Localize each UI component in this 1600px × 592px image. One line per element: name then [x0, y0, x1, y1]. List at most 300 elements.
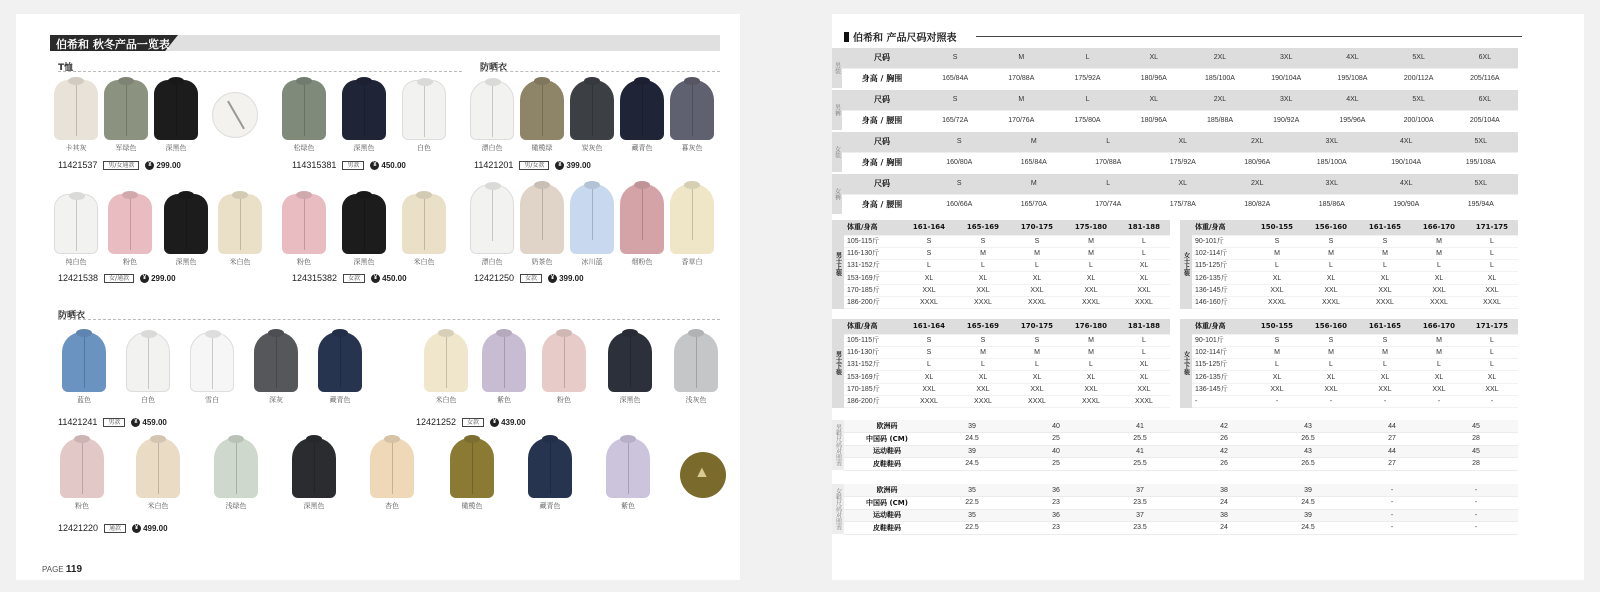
measure-cell: 190/92A [1253, 110, 1319, 130]
measure-cell: 205/116A [1452, 68, 1518, 88]
product-swatch[interactable] [480, 332, 528, 405]
product-swatch[interactable] [290, 438, 338, 511]
size-cell: M [1304, 346, 1358, 358]
measure-cell: 195/94A [1444, 194, 1519, 214]
color-name: 漂白色 [481, 258, 503, 266]
product-swatch[interactable] [60, 332, 108, 405]
header-cell: 171-175 [1466, 220, 1518, 235]
weight-cell: 126-135斤 [1192, 371, 1250, 383]
shoe-size-cell: 22.5 [930, 497, 1014, 510]
size-cell: L [1466, 334, 1518, 346]
size-cell: 4XL [1319, 90, 1385, 110]
size-cell: XL [1010, 272, 1064, 284]
header-cell: 165-169 [956, 220, 1010, 235]
measure-cell: 160/80A [922, 152, 997, 172]
product-swatch[interactable] [568, 184, 616, 267]
size-cell: S [1010, 334, 1064, 346]
shoe-size-cell: 40 [1014, 445, 1098, 458]
size-cell: L [902, 359, 956, 371]
table-side-label: 男裤 [832, 90, 842, 130]
size-cell: XL [1358, 272, 1412, 284]
shoe-size-cell: 25.5 [1098, 458, 1182, 471]
table-side-label: 男鞋尺码对照表 [832, 420, 844, 470]
jacket-image [570, 80, 614, 140]
size-cell: S [902, 346, 956, 358]
jacket-image [342, 80, 386, 140]
color-name: 深灰 [269, 396, 283, 404]
header-cell: 175-180 [1064, 220, 1118, 235]
weight-cell: 146-160斤 [1192, 296, 1250, 308]
size-cell: 2XL [1187, 90, 1253, 110]
jacket-image [318, 332, 362, 392]
size-cell: XXL [902, 383, 956, 395]
jacket-image [254, 332, 298, 392]
product-swatch[interactable] [468, 80, 516, 153]
jacket-image [108, 194, 152, 254]
fit-tag: 女款 [462, 418, 484, 427]
table-side-label: 女装 [832, 132, 842, 172]
measure-row [832, 152, 1518, 172]
shoe-size-cell: 24.5 [930, 433, 1014, 446]
size-cell: M [1412, 334, 1466, 346]
row-label: 尺码 [842, 132, 922, 152]
header-cell: 150-155 [1250, 220, 1304, 235]
weight-cell: 186-200斤 [844, 296, 902, 308]
size-cell: XL [1118, 371, 1170, 383]
product-info [474, 159, 591, 171]
price-value: 499.00 [143, 523, 168, 533]
jacket-image [674, 332, 718, 392]
price-icon: ¥ [371, 274, 380, 283]
color-name: 藏青色 [631, 144, 653, 152]
size-cell: XXXL [1358, 296, 1412, 308]
size-cell: XL [1010, 371, 1064, 383]
color-name: 纯白色 [65, 258, 87, 266]
jacket-image [214, 438, 258, 498]
shoe-row [832, 497, 1518, 510]
product-swatch[interactable] [518, 80, 566, 153]
jacket-image [54, 194, 98, 254]
size-cell: M [1064, 235, 1118, 247]
size-cell: XXL [956, 284, 1010, 296]
shoe-size-cell: 35 [930, 509, 1014, 522]
product-swatch[interactable] [106, 194, 154, 267]
shoe-size-cell: 40 [1014, 420, 1098, 433]
product-swatch[interactable] [568, 80, 616, 153]
shoe-size-cell: 45 [1434, 420, 1518, 433]
size-cell: L [1118, 334, 1170, 346]
jacket-image [482, 332, 526, 392]
weight-cell: - [1192, 395, 1250, 407]
product-swatch[interactable] [162, 194, 210, 267]
size-row [832, 132, 1518, 152]
color-name: 深黑色 [353, 144, 375, 152]
product-swatch[interactable] [340, 80, 388, 153]
shoe-size-cell: 24.5 [930, 458, 1014, 471]
sku: 12421250 [474, 273, 515, 283]
shoe-size-cell: 39 [930, 420, 1014, 433]
shoe-size-cell: 25 [1014, 433, 1098, 446]
product-info [58, 522, 168, 534]
color-name: 深黑色 [165, 144, 187, 152]
size-cell: M [988, 48, 1054, 68]
size-cell: XL [1146, 174, 1221, 194]
matrix-row [832, 346, 1170, 358]
product-swatch[interactable] [400, 194, 448, 267]
product-swatch[interactable] [468, 184, 516, 267]
shoe-size-cell: 26 [1182, 458, 1266, 471]
size-cell: 5XL [1386, 90, 1452, 110]
size-cell: XXXL [902, 296, 956, 308]
size-matrix-table [832, 319, 1170, 408]
size-cell: L [1304, 359, 1358, 371]
size-cell: S [902, 235, 956, 247]
size-cell: 3XL [1295, 132, 1370, 152]
header-cell: 体重/身高 [844, 319, 902, 334]
size-cell: M [1304, 247, 1358, 259]
size-cell: S [922, 48, 988, 68]
matrix-row [832, 272, 1170, 284]
shoe-row-label: 欧洲码 [844, 484, 930, 497]
size-cell: XXXL [1304, 296, 1358, 308]
price [132, 524, 167, 533]
product-swatch[interactable] [134, 438, 182, 511]
matrix-row [832, 334, 1170, 346]
size-cell: L [1118, 235, 1170, 247]
size-cell: XXXL [1250, 296, 1304, 308]
shoe-size-cell: 43 [1266, 445, 1350, 458]
matrix-row [832, 235, 1170, 247]
product-swatch[interactable] [152, 80, 200, 153]
fit-tag: 男款 [103, 418, 125, 427]
shoe-size-cell: 43 [1266, 420, 1350, 433]
size-cell: M [1412, 346, 1466, 358]
shoe-size-cell: - [1350, 522, 1434, 535]
product-swatch[interactable] [316, 332, 364, 405]
weight-cell: 115-125斤 [1192, 260, 1250, 272]
size-cell: XXL [1064, 284, 1118, 296]
jacket-image [542, 332, 586, 392]
size-cell: L [1304, 260, 1358, 272]
price-icon: ¥ [145, 161, 154, 170]
product-swatch[interactable] [668, 184, 716, 267]
price-icon: ¥ [370, 161, 379, 170]
measure-row [832, 194, 1518, 214]
size-cell: L [1010, 359, 1064, 371]
size-cell: - [1412, 395, 1466, 407]
matrix-header-row [1180, 319, 1518, 334]
header-cell: 161-165 [1358, 220, 1412, 235]
shoe-row [832, 445, 1518, 458]
size-cell: S [1358, 334, 1412, 346]
row-label: 身高 / 胸围 [842, 68, 922, 88]
product-swatch[interactable] [606, 332, 654, 405]
shoe-size-cell: 23.5 [1098, 497, 1182, 510]
product-swatch[interactable] [216, 194, 264, 267]
size-cell: M [1412, 247, 1466, 259]
product-swatch[interactable] [672, 332, 720, 405]
sku: 114315381 [292, 160, 337, 170]
header-cell: 171-175 [1466, 319, 1518, 334]
size-cell: XL [1146, 132, 1221, 152]
size-cell: L [1010, 260, 1064, 272]
size-cell: 4XL [1369, 174, 1444, 194]
product-swatch[interactable] [340, 194, 388, 267]
size-cell: M [1064, 334, 1118, 346]
measure-cell: 165/84A [997, 152, 1072, 172]
measure-cell: 200/100A [1386, 110, 1452, 130]
size-cell: XL [1250, 371, 1304, 383]
row-label: 尺码 [842, 48, 922, 68]
size-cell: XL [1412, 371, 1466, 383]
product-swatch[interactable] [604, 438, 652, 511]
shoe-size-cell: 45 [1434, 445, 1518, 458]
size-cell: L [1358, 260, 1412, 272]
price [548, 274, 583, 283]
size-cell: 2XL [1187, 48, 1253, 68]
product-swatch[interactable] [618, 184, 666, 267]
jacket-image [470, 80, 514, 140]
shoe-size-cell: 39 [930, 445, 1014, 458]
header-cell: 156-160 [1304, 319, 1358, 334]
jacket-image [606, 438, 650, 498]
product-swatch[interactable] [518, 184, 566, 267]
row-label: 身高 / 腰围 [842, 194, 922, 214]
matrix-row [1180, 383, 1518, 395]
price-value: 459.00 [142, 417, 167, 427]
shoe-row [832, 433, 1518, 446]
shoe-size-cell: 36 [1014, 484, 1098, 497]
header-cell: 161-164 [902, 319, 956, 334]
product-swatch[interactable] [540, 332, 588, 405]
measure-cell: 170/74A [1071, 194, 1146, 214]
shoe-size-cell: 36 [1014, 509, 1098, 522]
size-matrix-table [832, 220, 1170, 309]
size-cell: XL [956, 272, 1010, 284]
shoe-row-label: 运动鞋码 [844, 509, 930, 522]
size-cell: XL [1304, 371, 1358, 383]
product-swatch[interactable] [618, 80, 666, 153]
size-cell: L [1118, 247, 1170, 259]
price [555, 161, 590, 170]
size-cell: XL [1250, 272, 1304, 284]
product-info [474, 272, 584, 284]
shoe-size-cell: 41 [1098, 420, 1182, 433]
shoe-size-cell: 22.5 [930, 522, 1014, 535]
matrix-row [1180, 235, 1518, 247]
shoe-size-cell: 42 [1182, 445, 1266, 458]
product-swatch[interactable] [212, 438, 260, 511]
brand-logo-detail-image [680, 452, 726, 498]
weight-cell: 170-185斤 [844, 284, 902, 296]
size-cell: XL [1304, 272, 1358, 284]
matrix-row [1180, 334, 1518, 346]
apparel-size-table [832, 48, 1518, 88]
jacket-image [60, 438, 104, 498]
measure-row [832, 110, 1518, 130]
product-swatch[interactable] [668, 80, 716, 153]
measure-cell: 170/88A [1071, 152, 1146, 172]
apparel-size-table [832, 90, 1518, 130]
jacket-image [608, 332, 652, 392]
size-cell: M [1250, 346, 1304, 358]
weight-cell: 116-130斤 [844, 247, 902, 259]
product-swatch[interactable] [52, 194, 100, 267]
color-name: 白色 [417, 144, 431, 152]
shoe-row-label: 皮鞋鞋码 [844, 522, 930, 535]
size-cell: L [956, 260, 1010, 272]
size-cell: XXL [1118, 383, 1170, 395]
size-cell: XXL [1118, 284, 1170, 296]
product-swatch[interactable] [400, 80, 448, 153]
section-divider [480, 71, 720, 72]
title-marker [844, 32, 849, 42]
matrix-row [1180, 284, 1518, 296]
size-cell: 3XL [1253, 90, 1319, 110]
size-cell: XL [1358, 371, 1412, 383]
page-label: PAGE [42, 565, 64, 574]
size-cell: XXL [1358, 284, 1412, 296]
weight-cell: 153-169斤 [844, 272, 902, 284]
header-cell: 161-164 [902, 220, 956, 235]
price-icon: ¥ [131, 418, 140, 427]
row-label: 身高 / 胸围 [842, 152, 922, 172]
size-cell: L [1054, 48, 1120, 68]
product-swatch[interactable] [448, 438, 496, 511]
size-cell: S [1250, 334, 1304, 346]
section-divider [58, 319, 720, 320]
size-cell: M [1064, 346, 1118, 358]
size-cell: M [1412, 235, 1466, 247]
jacket-image [528, 438, 572, 498]
product-swatch[interactable] [58, 438, 106, 511]
jacket-image [370, 438, 414, 498]
size-cell: M [1010, 247, 1064, 259]
price-icon: ¥ [490, 418, 499, 427]
size-cell: XXL [1466, 284, 1518, 296]
product-swatch[interactable] [368, 438, 416, 511]
size-cell: XL [1118, 260, 1170, 272]
matrix-row [832, 260, 1170, 272]
measure-cell: 180/96A [1121, 68, 1187, 88]
size-cell: L [1466, 260, 1518, 272]
color-name: 深黑色 [619, 396, 641, 404]
jacket-image [402, 194, 446, 254]
weight-cell: 131-152斤 [844, 260, 902, 272]
jacket-image [54, 80, 98, 140]
product-swatch[interactable] [280, 80, 328, 153]
size-cell: M [956, 346, 1010, 358]
matrix-row [1180, 247, 1518, 259]
matrix-row [832, 296, 1170, 308]
product-swatch[interactable] [124, 332, 172, 405]
shoe-size-cell: 26.5 [1266, 458, 1350, 471]
matrix-row [1180, 260, 1518, 272]
color-name: 松绿色 [293, 144, 315, 152]
product-swatch[interactable] [102, 80, 150, 153]
product-swatch[interactable] [422, 332, 470, 405]
matrix-row [1180, 272, 1518, 284]
size-cell: XXL [1412, 284, 1466, 296]
shoe-size-cell: 41 [1098, 445, 1182, 458]
header-cell: 181-188 [1118, 319, 1170, 334]
size-cell: L [1466, 346, 1518, 358]
measure-cell: 185/86A [1295, 194, 1370, 214]
jacket-image [164, 194, 208, 254]
product-swatch[interactable] [52, 80, 100, 153]
sku: 11421537 [58, 160, 98, 170]
jacket-image [342, 194, 386, 254]
color-name: 粉色 [297, 258, 311, 266]
size-cell: 2XL [1220, 174, 1295, 194]
header-cell: 181-188 [1118, 220, 1170, 235]
size-cell: 5XL [1444, 132, 1519, 152]
size-cell: S [1304, 235, 1358, 247]
size-row [832, 174, 1518, 194]
jacket-image [570, 184, 614, 254]
size-cell: XL [1064, 272, 1118, 284]
product-swatch[interactable] [526, 438, 574, 511]
shoe-row-label: 中国码 (CM) [844, 433, 930, 446]
shoe-size-cell: 24.5 [1266, 522, 1350, 535]
size-cell: L [1466, 247, 1518, 259]
size-cell: 4XL [1319, 48, 1385, 68]
measure-cell: 165/70A [997, 194, 1072, 214]
shoe-size-cell: 39 [1266, 509, 1350, 522]
product-swatch[interactable] [252, 332, 300, 405]
size-cell: L [1071, 174, 1146, 194]
size-cell: M [1250, 247, 1304, 259]
shoe-size-cell: 24 [1182, 497, 1266, 510]
weight-cell: 186-200斤 [844, 395, 902, 407]
shoe-size-cell: - [1434, 497, 1518, 510]
measure-cell: 160/66A [922, 194, 997, 214]
size-cell: M [988, 90, 1054, 110]
size-cell: L [1054, 90, 1120, 110]
price-value: 399.00 [559, 273, 584, 283]
fit-tag: 女款 [343, 274, 365, 283]
header-cell: 166-170 [1412, 220, 1466, 235]
table-side-label: 女士上装 [1180, 220, 1192, 309]
matrix-row [832, 359, 1170, 371]
size-matrix-table [1180, 319, 1518, 408]
price [490, 418, 525, 427]
size-cell: S [956, 235, 1010, 247]
measure-cell: 175/92A [1146, 152, 1221, 172]
shoe-size-cell: 44 [1350, 420, 1434, 433]
size-cell: S [956, 334, 1010, 346]
product-swatch[interactable] [280, 194, 328, 267]
header-cell: 166-170 [1412, 319, 1466, 334]
price [371, 274, 406, 283]
sku: 12421538 [58, 273, 99, 283]
measure-cell: 200/112A [1386, 68, 1452, 88]
shoe-row [832, 522, 1518, 535]
matrix-row [832, 395, 1170, 407]
size-cell: XXL [1412, 383, 1466, 395]
right-page [832, 14, 1584, 580]
jacket-image [470, 184, 514, 254]
size-row [832, 90, 1518, 110]
jacket-image [670, 184, 714, 254]
sku: 12421220 [58, 523, 99, 533]
color-name: 深黑色 [353, 258, 375, 266]
matrix-header-row [1180, 220, 1518, 235]
product-swatch[interactable] [188, 332, 236, 405]
section-title-tshirt: T恤 [58, 63, 74, 73]
size-cell: S [1250, 235, 1304, 247]
color-name: 奶茶色 [531, 258, 553, 266]
